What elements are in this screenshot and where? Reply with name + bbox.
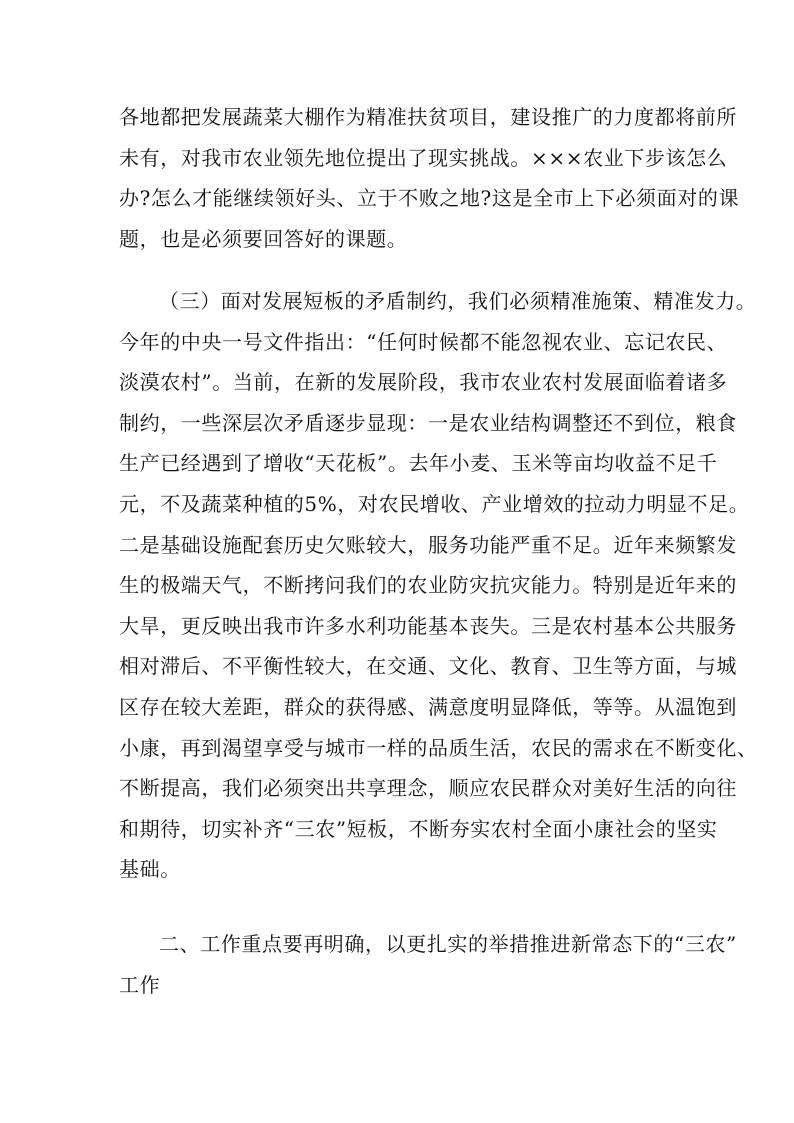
text-line: （三）面对发展短板的矛盾制约，我们必须精准施策、精准发力。 — [159, 289, 757, 313]
text-line: 题，也是必须要回答好的课题。 — [119, 226, 408, 251]
text-line: 相对滞后、不平衡性较大，在交通、文化、教育、卫生等方面，与城 — [119, 654, 737, 679]
text-line: 小康，再到渴望享受与城市一样的品质生活，农民的需求在不断变化、 — [119, 735, 758, 760]
paragraph-1 — [119, 97, 740, 259]
text-line: 未有，对我市农业领先地位提出了现实挑战。×××农业下步该怎么 — [119, 145, 728, 170]
section-heading — [119, 924, 737, 1005]
text-line: 制约，一些深层次矛盾逐步显现：一是农业结构调整还不到位，粮食 — [119, 410, 737, 435]
text-line: 二是基础设施配套历史欠账较大，服务功能严重不足。近年来频繁发 — [119, 532, 737, 557]
text-line: 今年的中央一号文件指出：“任何时候都不能忽视农业、忘记农民、 — [119, 329, 728, 354]
text-line: 各地都把发展蔬菜大棚作为精准扶贫项目，建设推广的力度都将前所 — [119, 105, 737, 129]
text-line: 和期待，切实补齐“三农”短板，不断夯实农村全面小康社会的坚实 — [119, 816, 718, 841]
text-line: 不断提高，我们必须突出共享理念，顺应农民群众对美好生活的向往 — [119, 776, 737, 801]
text-line: 基础。 — [119, 857, 181, 882]
text-line: 区存在较大差距，群众的获得感、满意度明显降低，等等。从温饱到 — [119, 694, 737, 719]
text-line: 二、工作重点要再明确，以更扎实的举措推进新常态下的“三农” — [159, 932, 737, 956]
text-line: 大旱，更反映出我市许多水利功能基本丧失。三是农村基本公共服务 — [119, 613, 737, 638]
text-line: 工作 — [119, 972, 161, 997]
text-line: 办?怎么才能继续领好头、立于不败之地?这是全市上下必须面对的课 — [119, 186, 740, 211]
text-line: 生的极端天气，不断拷问我们的农业防灾抗灾能力。特别是近年来的 — [119, 573, 737, 598]
text-line: 淡漠农村”。当前，在新的发展阶段，我市农业农村发展面临着诸多 — [119, 370, 728, 395]
text-line: 元，不及蔬菜种植的5%，对农民增收、产业增效的拉动力明显不足。 — [119, 491, 750, 516]
text-line: 生产已经遇到了增收“天花板”。去年小麦、玉米等亩均收益不足千 — [119, 451, 718, 476]
paragraph-2 — [119, 281, 758, 890]
